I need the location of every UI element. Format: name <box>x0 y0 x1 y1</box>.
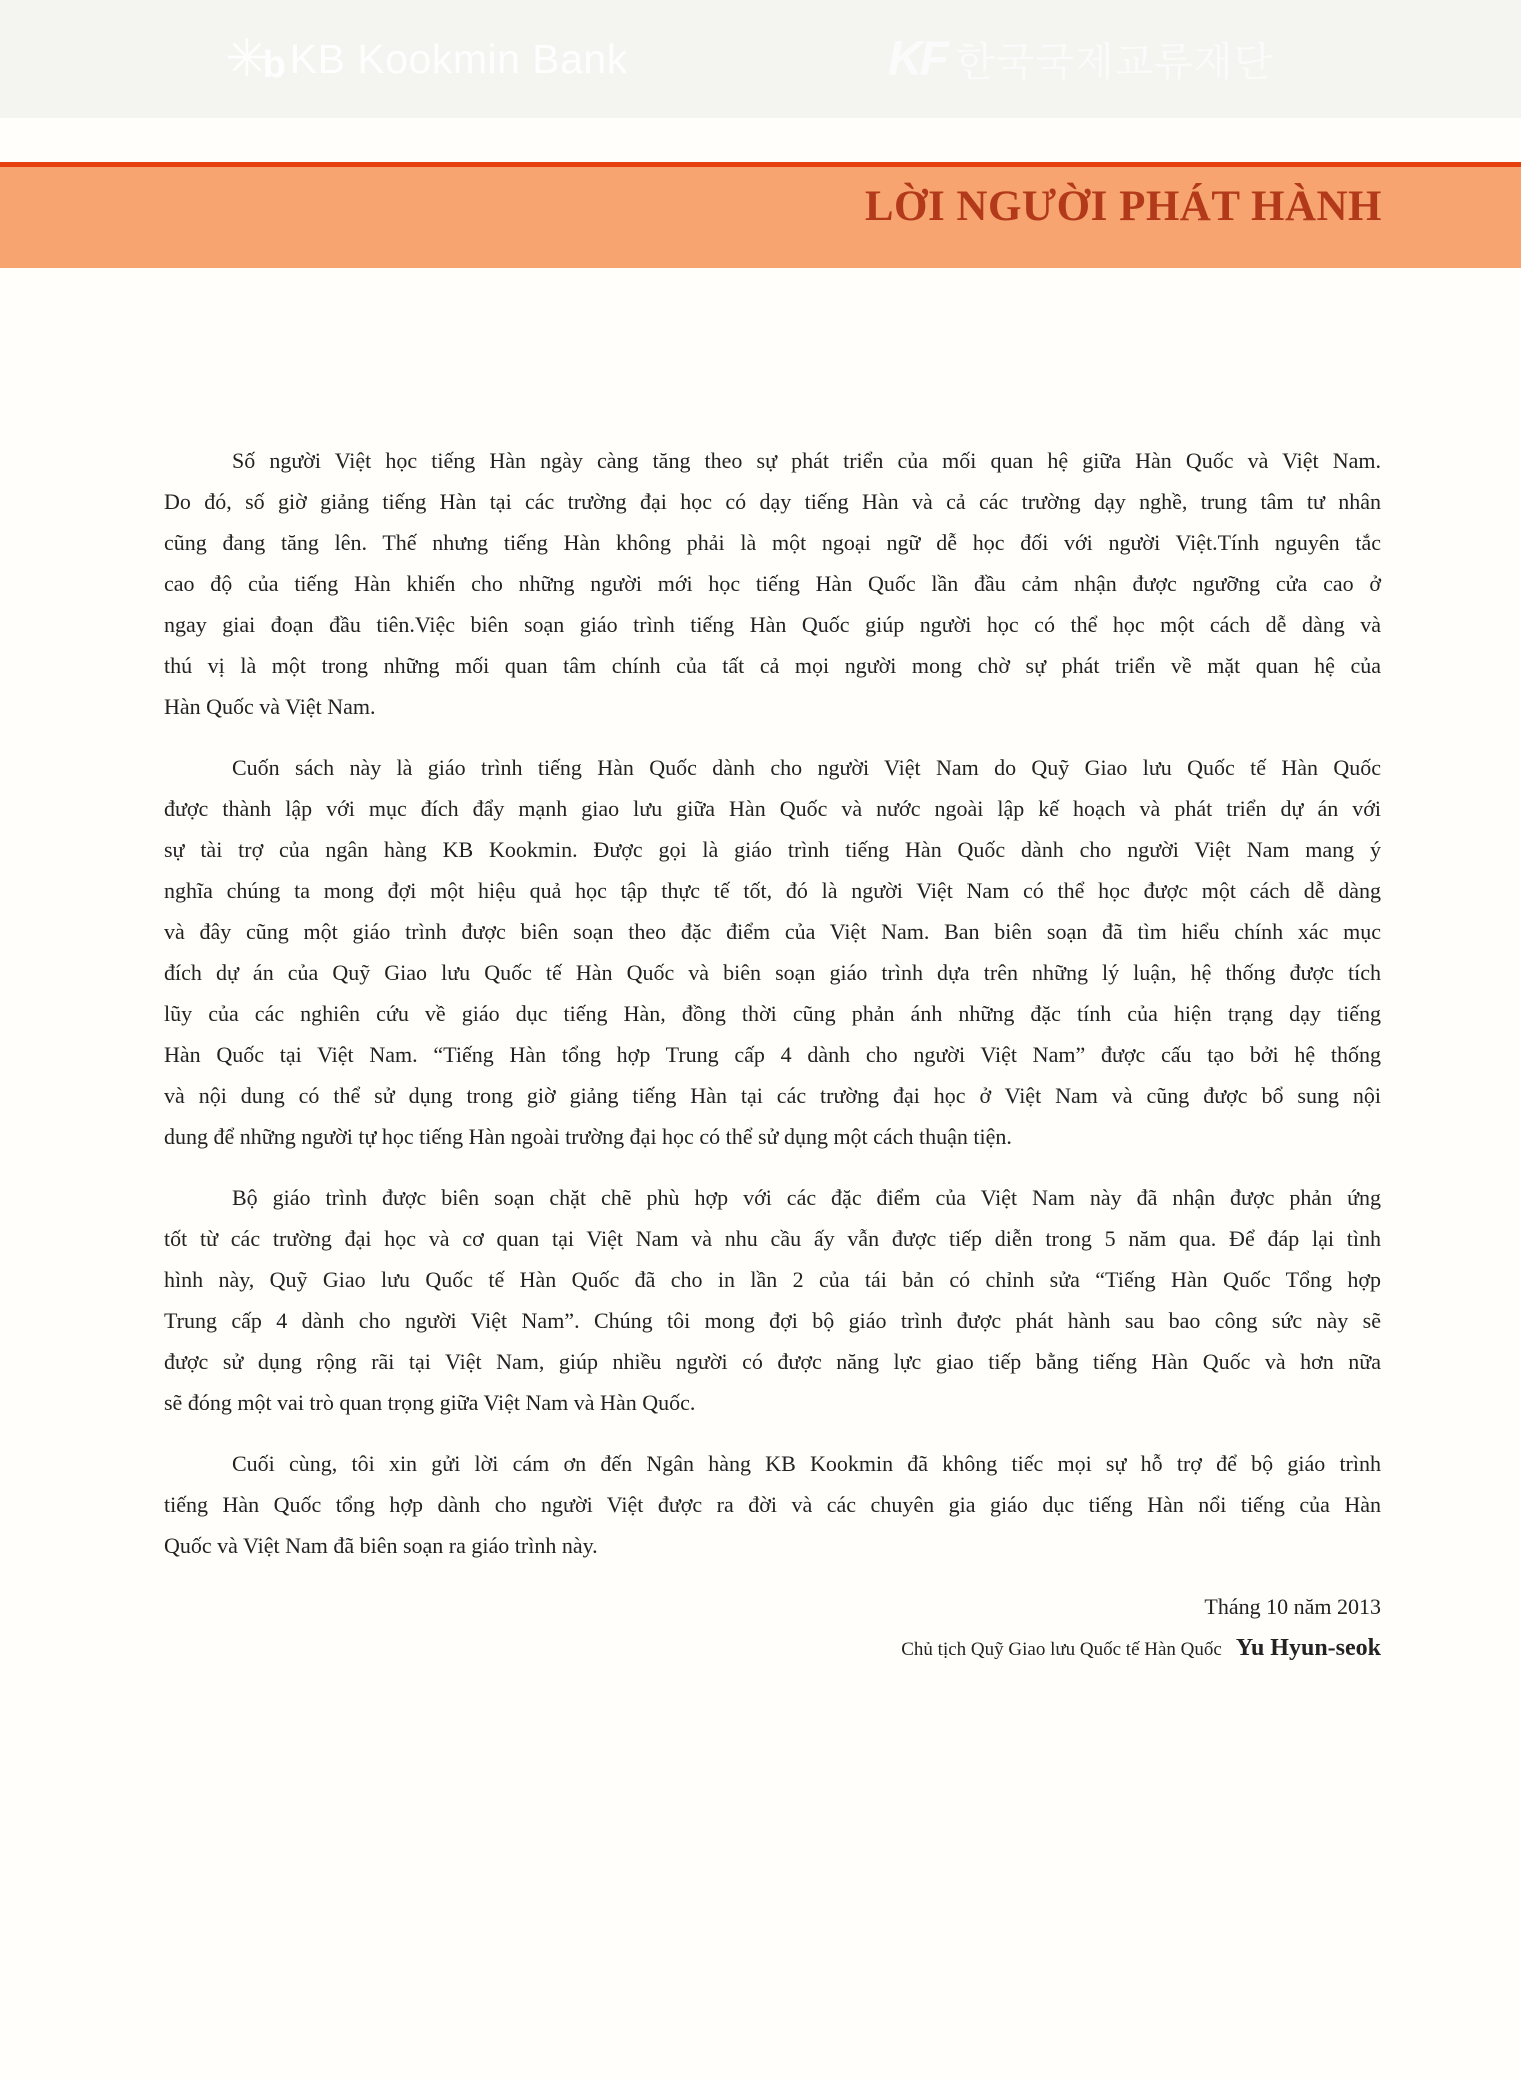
paragraph <box>164 440 1381 727</box>
kb-star-icon <box>225 30 286 88</box>
paragraphs <box>164 440 1381 1566</box>
text-line: đích dự án của Quỹ Giao lưu Quốc tế Hàn Quốc và biên soạn giáo trình dựa trên những lý luận, hệ thống được tích <box>164 960 1381 985</box>
kb-kookmin-bank-logo <box>225 30 628 88</box>
text-line: và nội dung có thể sử dụng trong giờ giảng tiếng Hàn tại các trường đại học ở Việt Nam và cũng được bổ sung nội <box>164 1083 1381 1108</box>
page-title: LỜI NGƯỜI PHÁT HÀNH <box>864 183 1382 230</box>
text-line: cao độ của tiếng Hàn khiến cho những người mới học tiếng Hàn Quốc lần đầu cảm nhận được ngưỡng cửa cao ở <box>164 571 1381 596</box>
text-line: Số người Việt học tiếng Hàn ngày càng tăng theo sự phát triển của mối quan hệ giữa Hàn Quốc và Việt Nam. <box>232 448 1381 473</box>
signature-line <box>164 1631 1381 1668</box>
text-line: lũy của các nghiên cứu về giáo dục tiếng Hàn, đồng thời cũng phản ánh những đặc tính của hiện trạng dạy tiếng <box>164 1001 1381 1026</box>
text-line: sự tài trợ của ngân hàng KB Kookmin. Được gọi là giáo trình tiếng Hàn Quốc dành cho người Việt Nam mang ý <box>164 837 1381 862</box>
korea-foundation-logo <box>888 31 1273 88</box>
text-line: Hàn Quốc và Việt Nam. <box>164 694 376 719</box>
kb-logo-label: KB Kookmin Bank <box>289 35 628 82</box>
text-line: được sử dụng rộng rãi tại Việt Nam, giúp nhiều người có được năng lực giao tiếp bằng tiếng Hàn Quốc và hơn nữa <box>164 1349 1381 1374</box>
title-banner <box>0 167 1521 268</box>
kf-logo-label: 한국국제교류재단 <box>955 40 1274 85</box>
text-line: Bộ giáo trình được biên soạn chặt chẽ phù hợp với các đặc điểm của Việt Nam này đã nhận được phản ứng <box>232 1185 1381 1210</box>
signature-title: Chủ tịch Quỹ Giao lưu Quốc tế Hàn Quốc <box>901 1639 1222 1660</box>
text-line: Hàn Quốc tại Việt Nam. “Tiếng Hàn tổng hợp Trung cấp 4 dành cho người Việt Nam” được cấu tạo bởi hệ thống <box>164 1042 1381 1067</box>
text-line: nghĩa chúng ta mong đợi một hiệu quả học tập thực tế tốt, đó là người Việt Nam có thể học được một cách dễ dàng <box>164 878 1381 903</box>
text-line: ngay giai đoạn đầu tiên.Việc biên soạn giáo trình tiếng Hàn Quốc giúp người học có thể học một cách dễ dàng và <box>164 612 1381 637</box>
text-line: tiếng Hàn Quốc tổng hợp dành cho người Việt được ra đời và các chuyên gia giáo dục tiếng Hàn nổi tiếng của Hàn <box>164 1492 1381 1517</box>
text-line: cũng đang tăng lên. Thế nhưng tiếng Hàn không phải là một ngoại ngữ dễ học đối với người Việt.Tính nguyên tắc <box>164 530 1381 555</box>
text-line: tốt từ các trường đại học và cơ quan tại Việt Nam và nhu cầu ấy vẫn được tiếp diễn trong 5 năm qua. Để đáp lại tình <box>164 1226 1381 1251</box>
text-line: thú vị là một trong những mối quan tâm chính của tất cả mọi người mong chờ sự phát triển về mặt quan hệ của <box>164 653 1381 678</box>
signature-name: Yu Hyun-seok <box>1235 1635 1381 1661</box>
paragraph <box>164 1177 1381 1423</box>
kb-b-glyph: b <box>262 44 286 86</box>
kb-star-glyph: ✳ <box>225 30 269 88</box>
letter-body <box>164 440 1381 1668</box>
date-line: Tháng 10 năm 2013 <box>1204 1594 1381 1619</box>
text-line: Cuối cùng, tôi xin gửi lời cám ơn đến Ngân hàng KB Kookmin đã không tiếc mọi sự hỗ trợ để bộ giáo trình <box>232 1451 1381 1476</box>
header-gap <box>0 118 1521 162</box>
text-line: và đây cũng một giáo trình được biên soạn theo đặc điểm của Việt Nam. Ban biên soạn đã tìm hiểu chính xác mục <box>164 919 1381 944</box>
kf-mark-icon: KF <box>888 32 946 86</box>
text-line: sẽ đóng một vai trò quan trọng giữa Việt Nam và Hàn Quốc. <box>164 1390 696 1415</box>
text-line: Quốc và Việt Nam đã biên soạn ra giáo trình này. <box>164 1533 598 1558</box>
text-line: hình này, Quỹ Giao lưu Quốc tế Hàn Quốc đã cho in lần 2 của tái bản có chỉnh sửa “Tiếng Hàn Quốc Tổng hợp <box>164 1267 1381 1292</box>
text-line: dung để những người tự học tiếng Hàn ngoài trường đại học có thể sử dụng một cách thuận tiện. <box>164 1124 1012 1149</box>
sponsor-header <box>0 0 1521 118</box>
text-line: Cuốn sách này là giáo trình tiếng Hàn Quốc dành cho người Việt Nam do Quỹ Giao lưu Quốc tế Hàn Quốc <box>232 755 1381 780</box>
paragraph <box>164 1443 1381 1566</box>
text-line: được thành lập với mục đích đẩy mạnh giao lưu giữa Hàn Quốc và nước ngoài lập kế hoạch và phát triển dự án với <box>164 796 1381 821</box>
text-line: Trung cấp 4 dành cho người Việt Nam”. Chúng tôi mong đợi bộ giáo trình được phát hành sau bao công sức này sẽ <box>164 1308 1381 1333</box>
paragraph <box>164 747 1381 1157</box>
text-line: Do đó, số giờ giảng tiếng Hàn tại các trường đại học có dạy tiếng Hàn và cả các trường dạy nghề, trung tâm tư nhân <box>164 489 1381 514</box>
